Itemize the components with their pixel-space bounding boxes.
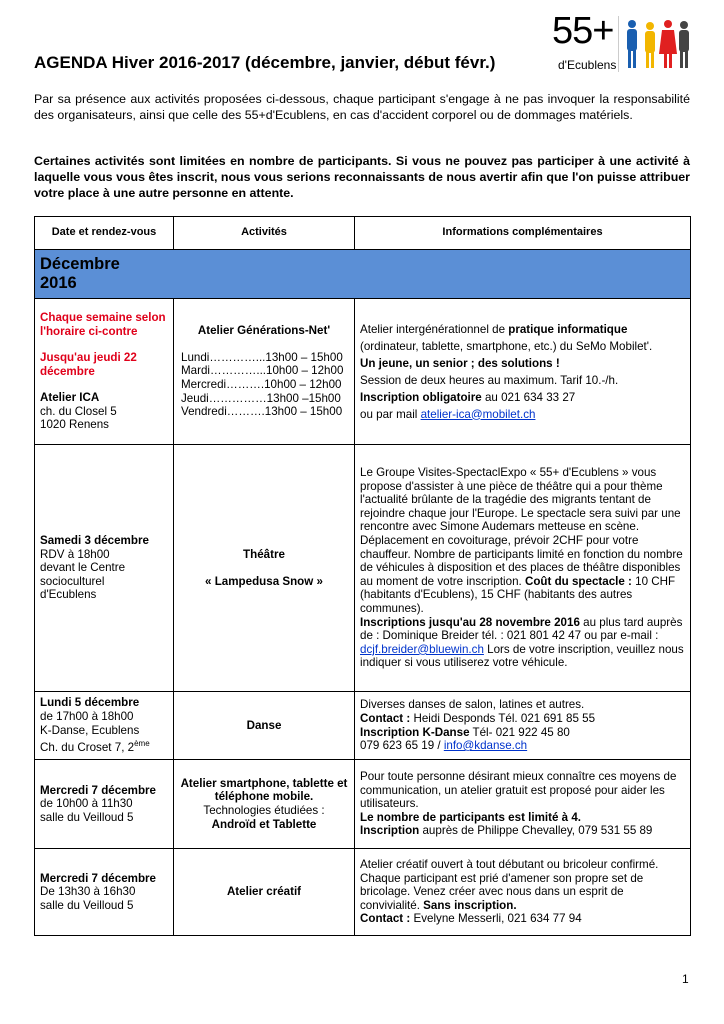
logo-figures-icon — [618, 16, 692, 72]
email-link[interactable]: atelier-ica@mobilet.ch — [420, 407, 536, 421]
activity-subtitle: Technologies étudiées : — [203, 804, 325, 817]
month-name: Décembre — [40, 255, 120, 273]
date-line: salle du Veilloud 5 — [40, 898, 134, 912]
row-activity-cell — [174, 445, 355, 692]
date-line: d'Ecublens — [40, 588, 97, 602]
row-info-cell — [355, 299, 691, 445]
info-text: Inscription — [360, 824, 420, 838]
month-band — [35, 250, 691, 299]
info-text: Contact : — [360, 912, 411, 926]
info-text: Un jeune, un senior ; des solutions ! — [360, 356, 560, 370]
date-line: K-Danse, Ecublens — [40, 723, 140, 737]
info-text: Session de deux heures au maximum. Tarif 10.-/h. — [360, 373, 619, 387]
date-line: RDV à 18h00 — [40, 547, 110, 561]
info-text: auprès de Philippe Chevalley, 079 531 55 89 — [419, 824, 653, 838]
date-line: de 17h00 à 18h00 — [40, 709, 134, 723]
intro-paragraph: Par sa présence aux activités proposées ci-dessous, chaque participant s'engage à ne pas invoquer la responsabilité des organisateurs, ainsi que celle des 55+d'Ecublens, en cas d'accident corporel ou de dommages matériels. — [34, 92, 690, 122]
info-text: au 021 634 33 27 — [481, 390, 576, 404]
table-header-row — [35, 217, 691, 250]
info-text: 079 623 65 19 / — [360, 739, 444, 753]
table-row — [35, 445, 691, 692]
page-title: AGENDA Hiver 2016-2017 (décembre, janvier, début févr.) — [34, 53, 496, 72]
table-row — [35, 849, 691, 936]
info-text: Lors de votre inscription, veuillez nous indiquer si vous utiliserez votre véhicule. — [360, 642, 684, 670]
email-link[interactable]: dcjf.breider@bluewin.ch — [360, 642, 484, 656]
info-text: Coût du spectacle : — [524, 574, 632, 588]
col-header-date: Date et rendez-vous — [35, 217, 174, 250]
schedule-line: Mardi…………...10h00 – 12h00 — [181, 364, 344, 378]
date-line: salle du Veilloud 5 — [40, 810, 134, 824]
activity-title: Atelier créatif — [226, 885, 302, 899]
info-text: ou par mail — [360, 407, 421, 421]
schedule-line: Jeudi……………13h00 –15h00 — [181, 391, 341, 405]
info-text: Heidi Desponds Tél. 021 691 85 55 — [410, 711, 596, 725]
col-header-activity: Activités — [174, 217, 355, 250]
date-line: devant le Centre socioculturel — [40, 561, 126, 588]
row-date-cell — [35, 760, 174, 849]
info-text: Le nombre de participants est limité à 4. — [360, 810, 581, 824]
info-text: Tél- 021 922 45 80 — [469, 725, 570, 739]
activity-title: Danse — [246, 718, 282, 732]
info-text: Pour toute personne désirant mieux connaître ces moyens de communication, un atelier gratuit est proposé pour aider les utilisateurs. — [360, 770, 677, 811]
info-text: 10 CHF (habitants d'Ecublens), 15 CHF (habitants des autres communes). — [360, 574, 676, 615]
row-date-cell — [35, 445, 174, 692]
logo-subtitle: d'Ecublens — [558, 58, 617, 72]
info-text: pratique informatique — [508, 322, 628, 336]
info-text: Atelier créatif ouvert à tout débutant ou bricoleur confirmé. Chaque participant est prié d'amener son propre set de bricolage. Venez créer avec nous dans un esprit de convivialité. — [360, 858, 659, 912]
row-date-cell — [35, 299, 174, 445]
info-text: Sans inscription. — [423, 898, 517, 912]
venue-line: ch. du Closel 5 — [40, 404, 117, 418]
info-text: Atelier intergénérationnel de — [360, 322, 509, 336]
venue-line: 1020 Renens — [40, 418, 109, 432]
date-line: de 10h00 à 11h30 — [40, 797, 133, 811]
info-text: Evelyne Messerli, 021 634 77 94 — [410, 912, 582, 926]
event-date: Lundi 5 décembre — [40, 696, 140, 710]
schedule-line: Lundi…………...13h00 – 15h00 — [181, 350, 343, 364]
row-date-cell — [35, 849, 174, 936]
info-text: au plus tard auprès de : Dominique Breider tél. : 021 801 42 47 ou par e-mail : — [360, 615, 683, 643]
activity-subtitle: « Lampedusa Snow » — [205, 574, 323, 588]
warning-paragraph: Certaines activités sont limitées en nombre de participants. Si vous ne pouvez pas participer à une activité à laquelle vous vous êtes inscrit, nous vous serions reconnaissants de nous avertir afin que l'on puisse attribuer votre place à une autre personne en attente. — [34, 154, 690, 200]
row-info-cell — [355, 445, 691, 692]
row-activity-cell — [174, 760, 355, 849]
activity-title: Atelier Générations-Net' — [197, 324, 331, 338]
date-line: De 13h30 à 16h30 — [40, 885, 136, 899]
row-activity-cell — [174, 299, 355, 445]
table-row — [35, 692, 691, 760]
table-row — [35, 299, 691, 445]
agenda-table — [34, 216, 691, 936]
page-number: 1 — [682, 972, 689, 986]
info-text: Inscription K-Danse — [360, 725, 470, 739]
month-year: 2016 — [40, 274, 77, 292]
activity-title: Atelier smartphone, tablette et téléphone mobile. — [180, 776, 348, 804]
table-row — [35, 760, 691, 849]
info-text: Inscriptions jusqu'au 28 novembre 2016 — [360, 615, 580, 629]
schedule-line: Mercredi……….10h00 – 12h00 — [181, 378, 342, 391]
logo-number: 55+ — [552, 10, 614, 52]
row-activity-cell — [174, 692, 355, 760]
col-header-info: Informations complémentaires — [355, 217, 691, 250]
date-line: Ch. du Croset 7, 2 — [40, 741, 135, 755]
row-info-cell — [355, 692, 691, 760]
event-date: Mercredi 7 décembre — [40, 783, 156, 797]
venue-name: Atelier ICA — [40, 391, 100, 405]
event-date: Samedi 3 décembre — [40, 534, 149, 548]
event-date: Mercredi 7 décembre — [40, 871, 156, 885]
info-text: Inscription obligatoire — [360, 390, 482, 404]
date-note: Jusqu'au jeudi 22 décembre — [40, 351, 137, 378]
row-date-cell — [35, 692, 174, 760]
row-info-cell — [355, 849, 691, 936]
row-info-cell — [355, 760, 691, 849]
activity-subtitle: Androïd et Tablette — [211, 817, 317, 831]
row-activity-cell — [174, 849, 355, 936]
superscript: ème — [134, 739, 150, 749]
month-label — [35, 250, 691, 299]
info-text: Le Groupe Visites-SpectaclExpo « 55+ d'Ecublens » vous propose d'assister à une pièce de théâtre qui a pour thème l'actualité brûlante de la tragédie des migrants tentant de rejoindre chaque jour l'Europe. Le spectacle sera suivi par une rencontre avec Simone Audemars metteuse en scène. Déplacement en covoiturage, prévoir 2CHF pour votre chauffeur. Nombre de participants limité en fonction du nombre de véhicules à disposition et des places de théâtre disponibles au moment de votre inscription. — [360, 466, 683, 588]
date-note: Chaque semaine selon l'horaire ci-contre — [40, 310, 166, 338]
info-text: (ordinateur, tablette, smartphone, etc.) du SeMo Mobilet'. — [360, 339, 653, 353]
info-text: Contact : — [360, 711, 411, 725]
info-text: Diverses danses de salon, latines et autres. — [360, 698, 585, 712]
email-link[interactable]: info@kdanse.ch — [443, 739, 528, 753]
activity-title: Théâtre — [243, 547, 285, 561]
schedule-line: Vendredi……….13h00 – 15h00 — [181, 405, 343, 419]
logo — [552, 10, 692, 74]
